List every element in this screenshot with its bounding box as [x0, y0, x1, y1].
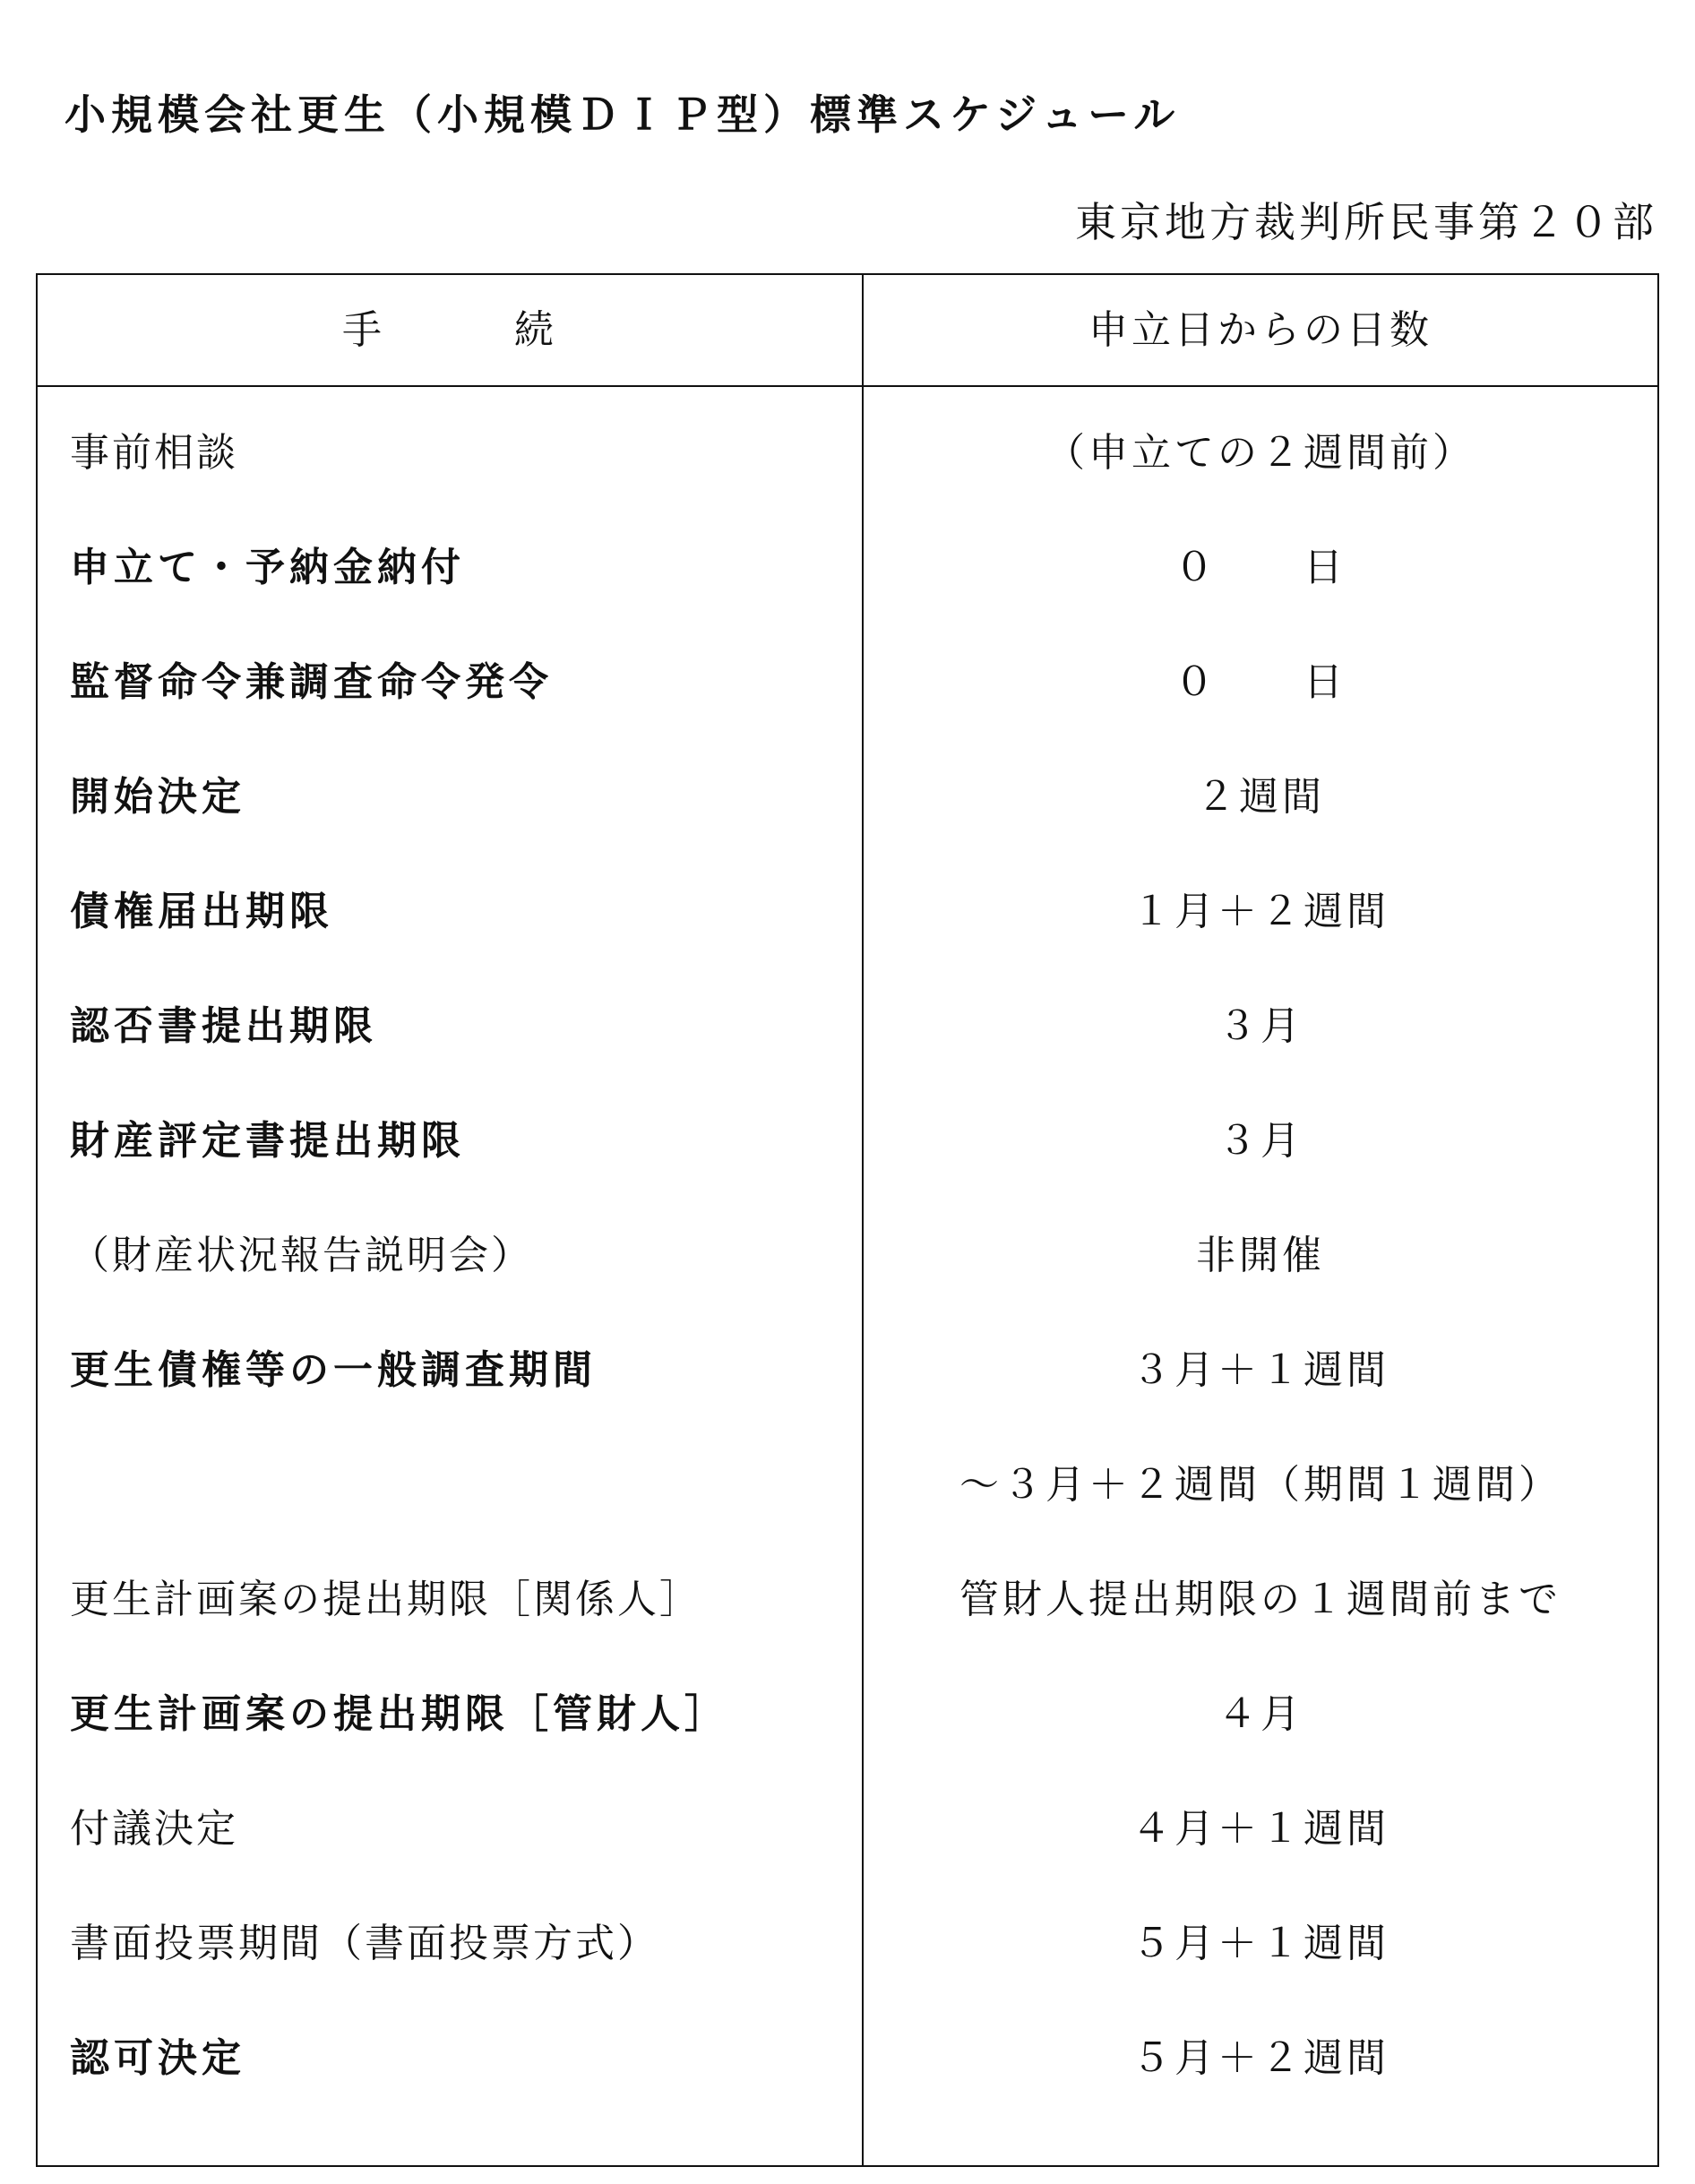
- table-row: [38, 740, 1657, 855]
- days-cell: ３月: [1217, 1118, 1304, 1164]
- table-row: [38, 1772, 1657, 1887]
- procedure-cell: 監督命令兼調査命令発令: [70, 659, 553, 705]
- days-cell: （申立ての２週間前）: [1045, 430, 1476, 476]
- procedure-cell: 更生計画案の提出期限［管財人］: [70, 1691, 728, 1737]
- procedure-cell: [70, 1428, 849, 1543]
- schedule-table: [36, 273, 1659, 2167]
- table-row: [38, 1199, 1657, 1313]
- procedure-cell: 申立て・予納金納付: [70, 545, 465, 590]
- table-row: [38, 511, 1657, 625]
- header-procedure: 手 続: [342, 307, 557, 353]
- days-cell: ５月＋１週間: [1131, 1921, 1390, 1966]
- issuer-name: 東京地方裁判所民事第２０部: [1075, 198, 1657, 246]
- procedure-cell: 更生計画案の提出期限［関係人］: [70, 1577, 701, 1622]
- procedure-cell: 開始決定: [70, 774, 245, 820]
- days-cell: ２週間: [1196, 774, 1325, 820]
- procedure-cell: 認可決定: [70, 2035, 245, 2081]
- days-cell: 管財人提出期限の１週間前まで: [959, 1577, 1562, 1622]
- table-row: [38, 1428, 1657, 1543]
- procedure-cell: 付議決定: [70, 1806, 238, 1852]
- days-cell: 非開催: [1196, 1233, 1325, 1278]
- days-cell: ３月＋１週間: [1131, 1347, 1390, 1393]
- days-cell: ４月＋１週間: [1131, 1806, 1390, 1852]
- table-row: [38, 969, 1657, 1084]
- procedure-cell: 財産評定書提出期限: [70, 1118, 465, 1164]
- table-row: [38, 1084, 1657, 1199]
- procedure-cell: 事前相談: [70, 430, 238, 476]
- days-cell: ０ 日: [1174, 545, 1347, 590]
- days-cell: ～３月＋２週間（期間１週間）: [959, 1462, 1562, 1508]
- header-days: 申立日からの日数: [1088, 307, 1433, 353]
- document-title: 小規模会社更生（小規模ＤＩＰ型）標準スケジュール: [65, 90, 1181, 139]
- table-row: [38, 2001, 1657, 2116]
- days-cell: ３月: [1217, 1003, 1304, 1049]
- procedure-cell: 債権届出期限: [70, 889, 333, 934]
- procedure-cell: 認否書提出期限: [70, 1003, 377, 1049]
- table-row: [38, 396, 1657, 511]
- days-cell: ４月: [1217, 1691, 1304, 1737]
- table-row: [38, 855, 1657, 969]
- table-row: [38, 1887, 1657, 2001]
- table-row: [38, 1313, 1657, 1428]
- table-row: [38, 1657, 1657, 1772]
- days-cell: ５月＋２週間: [1131, 2035, 1390, 2081]
- procedure-cell: 書面投票期間（書面投票方式）: [70, 1921, 659, 1966]
- days-cell: １月＋２週間: [1131, 889, 1390, 934]
- table-body: [38, 387, 1657, 2116]
- days-cell: ０ 日: [1174, 659, 1347, 705]
- table-row: [38, 1543, 1657, 1657]
- procedure-cell: 更生債権等の一般調査期間: [70, 1347, 597, 1393]
- table-row: [38, 625, 1657, 740]
- procedure-cell: （財産状況報告説明会）: [70, 1233, 533, 1278]
